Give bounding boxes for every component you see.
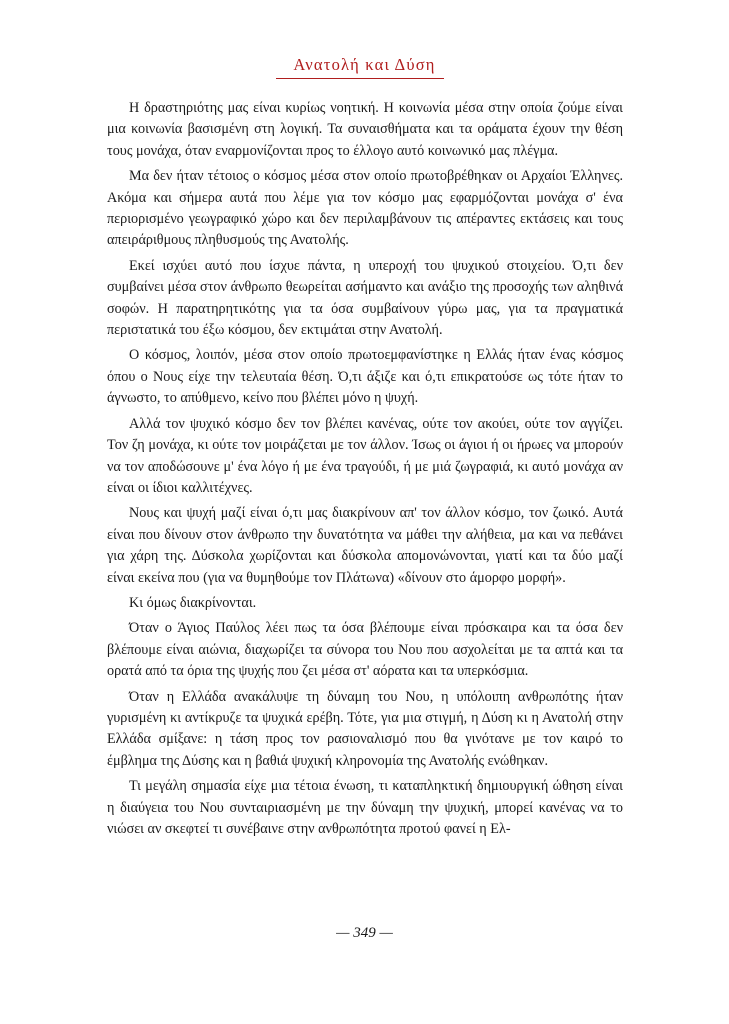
paragraph: Τι μεγάλη σημασία είχε μια τέτοια ένωση, τι καταπληκτική δημιουργική ώθηση είναι η διαύγεια του Νου συνταιριασμένη με την δύναμη την ψυχική, μπορεί κανένας να το νιώσει αν σκεφτεί τι συνέβαινε στην ανθρωπότητα προτού φανεί η Ελ- [107, 778, 623, 837]
paragraph: Αλλά τον ψυχικό κόσμο δεν τον βλέπει κανένας, ούτε τον ακούει, ούτε τον αγγίζει. Τον ζη μονάχα, κι ούτε τον μοιράζεται με τον άλλον. Ίσως οι άγιοι ή οι ήρωες να μπορούν να τον αποδώσουνε μ' ένα λόγο ή με ένα τραγούδι, ή με μιά ζωγραφιά, κι αυτό μονάχα αν είναι οι ίδιοι καλλιτέχνες. [107, 415, 623, 496]
page-number: — 349 — [336, 925, 393, 941]
paragraph: Μα δεν ήταν τέτοιος ο κόσμος μέσα στον οποίο πρωτοβρέθηκαν οι Αρχαίοι Έλληνες. Ακόμα και σήμερα αυτά που λέμε για τον κόσμο μας εφαρμόζονται μονάχα σ' ένα περιορισμένο γεωγραφικό χώρο και δεν περιλαμβάνουν τις απέραντες εκτάσεις και τους απειράριθμους πληθυσμούς της Ανατολής. [107, 168, 623, 249]
paragraph: Η δραστηριότης μας είναι κυρίως νοητική. Η κοινωνία μέσα στην οποία ζούμε είναι μια κοινωνία βασισμένη στη λογική. Τα συναισθήματα και τα οράματα έχουν την θέση τους μονάχα, όταν εναρμονίζονται προς το έλλογο αυτό κοινωνικό μας πλέγμα. [107, 100, 623, 159]
paragraph: Κι όμως διακρίνονται. [129, 594, 257, 611]
body-text [107, 98, 623, 844]
paragraph: Εκεί ισχύει αυτό που ίσχυε πάντα, η υπεροχή του ψυχικού στοιχείου. Ό,τι δεν συμβαίνει μέσα στον άνθρωπο θεωρείται ασήμαντο και ανάξιο της προσοχής των αληθινά σοφών. Η παρατηρητικότης για τα όσα συμβαίνουν γύρω μας, για τα πραγματικά περιστατικά του έξω κόσμου, δεν εκτιμάται στην Ανατολή. [107, 257, 623, 339]
paragraph: Νους και ψυχή μαζί είναι ό,τι μας διακρίνουν απ' τον άλλον κόσμο, τον ζωικό. Αυτά είναι που δίνουν στον άνθρωπο την δυνατότητα να μάθει την αλήθεια, μα και να πεθάνει για χάρη της. Δύσκολα χωρίζονται και δύσκολα απομονώνονται, γιατί και τα δύο μαζί είναι εκείνα που (για να θυμηθούμε τον Πλάτωνα) «δίνουν στο άμορφο μορφή». [107, 505, 623, 586]
paragraph: Ο κόσμος, λοιπόν, μέσα στον οποίο πρωτοεμφανίστηκε η Ελλάς ήταν ένας κόσμος όπου ο Νους είχε την τελευταία θέση. Ό,τι άξιζε και ό,τι επικρατούσε ως τότε ήταν το άγνωστο, το απύθμενο, κείνο που βλέπει μόνο η ψυχή. [107, 347, 623, 407]
paragraph: Όταν ο Άγιος Παύλος λέει πως τα όσα βλέπουμε είναι πρόσκαιρα και τα όσα δεν βλέπουμε είναι αιώνια, διαχωρίζει τα σύνορα του Νου που ασχολείται με τα απτά και τα ορατά από τα όρια της ψυχής που ζει μέσα στ' αόρατα και τα υπερκόσμια. [107, 620, 623, 680]
running-header: Ανατολή και Δύση [293, 55, 436, 74]
header-underline [276, 78, 444, 79]
paragraph: Όταν η Ελλάδα ανακάλυψε τη δύναμη του Νου, η υπόλοιπη ανθρωπότης ήταν γυρισμένη κι αντίκρυζε τα ψυχικά ερέβη. Τότε, για μια στιγμή, η Δύση κι η Ανατολή στην Ελλάδα σμίξανε: η τάση προς τον ρασιοναλισμό που θα γινότανε με τον καιρό το έμβλημα της Δύσης και η βαθιά ψυχική κληρονομία της Ανατολής ενώθηκαν. [107, 688, 623, 769]
